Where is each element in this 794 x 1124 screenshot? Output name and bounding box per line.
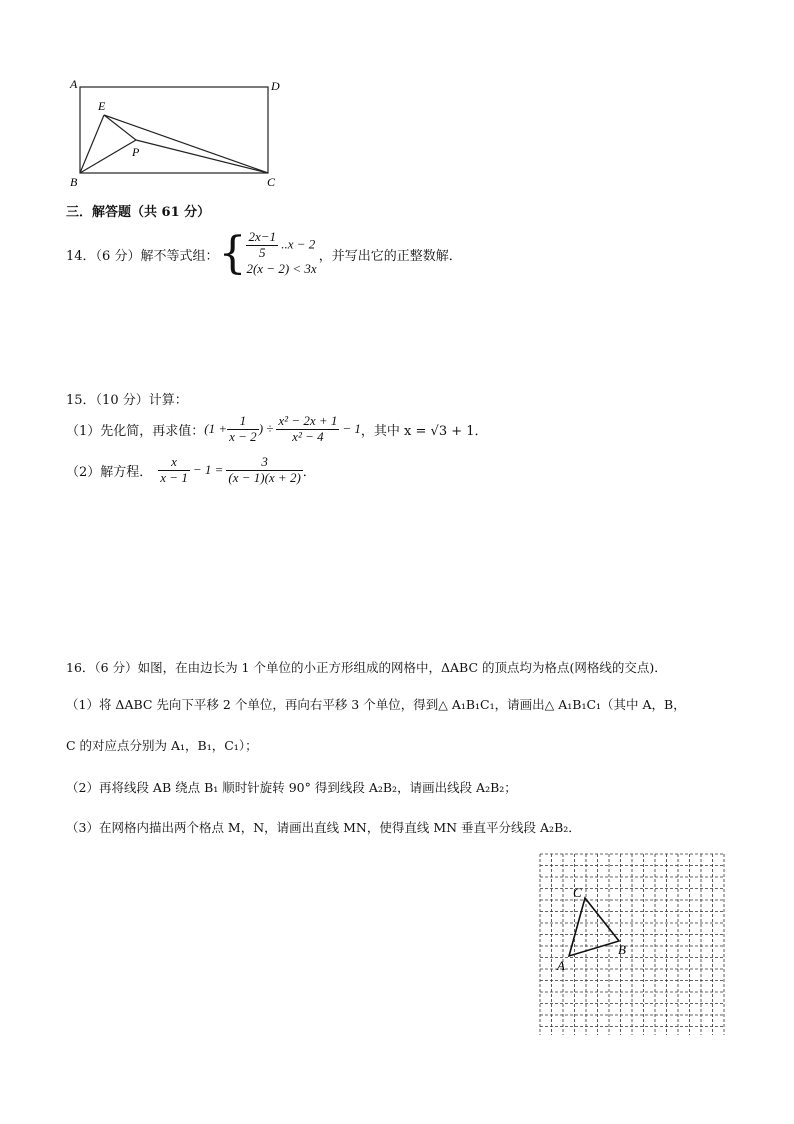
q15-p1-open: (1 + <box>204 421 228 437</box>
q15-p2-prefix: （2）解方程． <box>66 464 153 480</box>
q15-p1-tail: ，其中 x = √3 + 1． <box>360 423 488 439</box>
q15-p1-prefix: （1）先化简，再求值： <box>66 423 205 439</box>
q15-p2-fraction-1 <box>158 455 190 486</box>
inequality-1-fraction <box>246 230 278 261</box>
q16-line-5: （3）在网格内描出两个格点 M，N，请画出直线 MN，使得直线 MN 垂直平分线段 A₂B₂． <box>66 820 581 835</box>
grid-label-b: B <box>618 942 626 957</box>
label-c: C <box>267 175 276 189</box>
grid-label-c: C <box>573 885 582 900</box>
section-title: 三．解答题（共 61 分） <box>66 205 211 220</box>
q14-number: 14．（6 分）解不等式组： <box>66 248 219 264</box>
inequality-1-numerator: 2x−1 <box>248 229 276 245</box>
inequality-1 <box>246 230 316 261</box>
label-p: P <box>132 145 140 159</box>
q15-p1-minus: − 1 <box>342 421 361 437</box>
q15-p2-tail: ． <box>302 464 316 480</box>
q15-p2-f1-numerator: x <box>158 455 190 471</box>
rectangle-figure <box>66 74 286 194</box>
label-e: E <box>98 99 106 113</box>
q15-p1-fraction-2 <box>276 414 339 445</box>
q15-p1-fraction-1 <box>227 414 259 445</box>
q15-p1-f1-numerator: 1 <box>227 414 259 430</box>
q15-part-2 <box>66 455 316 486</box>
q15-p2-f2-denominator: (x − 1)(x + 2) <box>228 469 301 485</box>
q15-p2-f2-numerator: 3 <box>226 455 302 471</box>
inequality-system <box>246 230 316 278</box>
q15-p2-fraction-2 <box>226 455 302 486</box>
triangle-abc <box>569 898 619 956</box>
segment-bp <box>80 140 136 173</box>
segment-be <box>80 115 104 173</box>
label-a: A <box>70 77 78 91</box>
q15-p1-f2-denominator: x² − 4 <box>292 428 324 444</box>
q15-p2-f1-denominator: x − 1 <box>160 469 188 485</box>
q16-line-1: 16．（6 分）如图，在由边长为 1 个单位的小正方形组成的网格中，ΔABC 的顶点均为格点(网格线的交点)． <box>66 660 667 675</box>
q15-p2-mid: − 1 = <box>192 462 224 478</box>
q16-line-2: （1）将 ΔABC 先向下平移 2 个单位，再向右平移 3 个单位，得到△ A₁B₁C₁，请画出△ A₁B₁C₁（其中 A，B， <box>66 697 686 712</box>
q15-p1-f1-denominator: x − 2 <box>229 428 257 444</box>
system-brace: { <box>218 228 247 279</box>
q16-line-3: C 的对应点分别为 A₁，B₁，C₁）； <box>66 738 258 753</box>
label-d: D <box>271 79 280 93</box>
inequality-1-rest: ..x − 2 <box>281 236 316 252</box>
segment-ep <box>104 115 136 140</box>
q15-part-1 <box>66 414 488 445</box>
label-b: B <box>70 175 78 189</box>
q14-tail: ，并写出它的正整数解． <box>318 248 462 264</box>
q15-number: 15．（10 分）计算： <box>66 393 188 408</box>
grid-figure <box>536 850 731 1035</box>
grid-label-a: A <box>557 958 565 973</box>
rectangle-abcd <box>80 87 268 173</box>
q15-p1-f2-numerator: x² − 2x + 1 <box>278 413 338 428</box>
segment-pc <box>136 140 268 173</box>
question-14 <box>66 226 462 282</box>
q16-line-4: （2）再将线段 AB 绕点 B₁ 顺时针旋转 90° 得到线段 A₂B₂，请画出线段 A₂B₂； <box>66 780 517 795</box>
q15-p1-divide: ) ÷ <box>258 421 274 437</box>
inequality-1-denominator: 5 <box>258 245 266 261</box>
inequality-2: 2(x − 2) < 3x <box>246 260 317 276</box>
